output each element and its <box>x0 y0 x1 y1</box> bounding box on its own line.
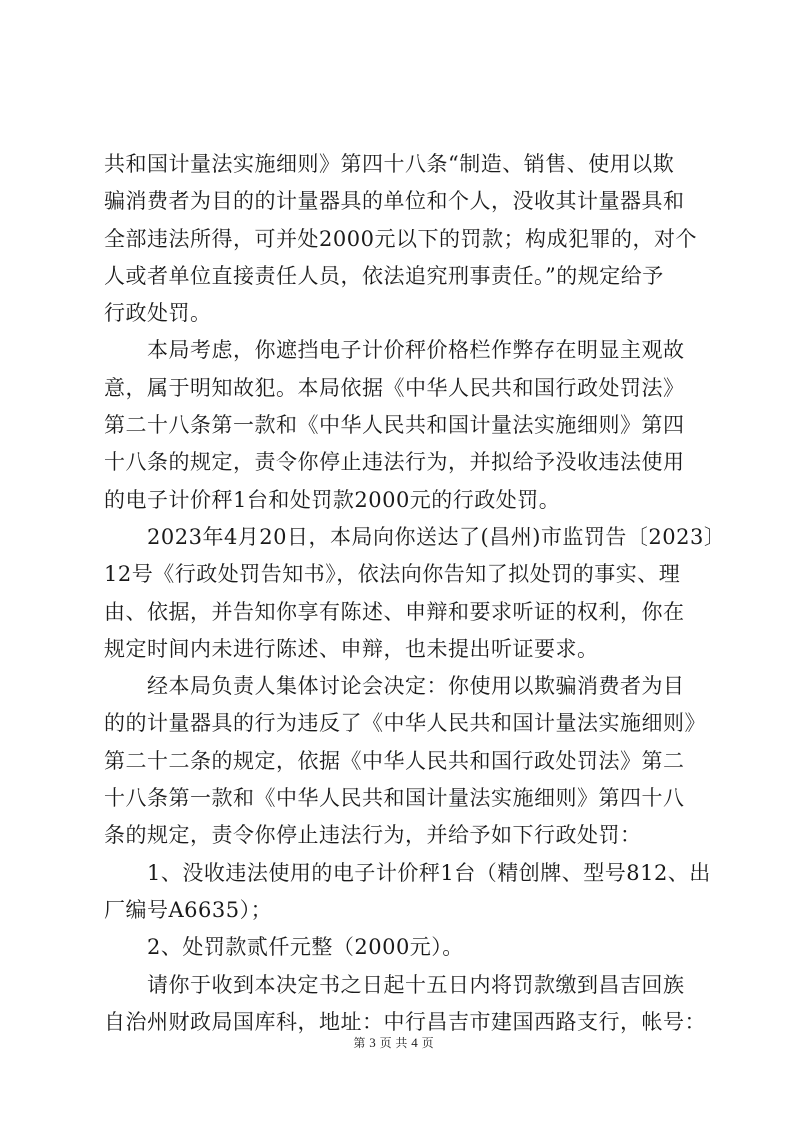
text-line: 全部违法所得，可并处2000元以下的罚款；构成犯罪的，对个 <box>104 226 697 251</box>
page-mid: 页 共 <box>379 1036 408 1050</box>
text-line: 十八条第一款和《中华人民共和国计量法实施细则》第四十八 <box>104 786 685 811</box>
text-line: 自治州财政局国库科，地址：中行昌吉市建国西路支行，帐号： <box>104 1009 706 1034</box>
text-line: 条的规定，责令你停止违法行为，并给予如下行政处罚： <box>104 823 642 848</box>
page-total: 4 <box>411 1035 418 1050</box>
text-line: 厂编号A6635）； <box>104 897 273 922</box>
text-line: 1、没收违法使用的电子计价秤1台（精创牌、型号812、出 <box>104 860 711 885</box>
text-line: 本局考虑，你遮挡电子计价秤价格栏作弊存在明显主观故 <box>104 338 685 363</box>
text-line: 十八条的规定，责令你停止违法行为，并拟给予没收违法使用 <box>104 450 685 475</box>
text-line: 第二十八条第一款和《中华人民共和国计量法实施细则》第四 <box>104 413 685 438</box>
page-prefix: 第 <box>353 1036 366 1050</box>
text-line: 共和国计量法实施细则》第四十八条“制造、销售、使用以欺 <box>104 152 675 176</box>
document-body <box>104 146 726 1041</box>
page-current: 3 <box>369 1035 376 1050</box>
text-line: 的电子计价秤1台和处罚款2000元的行政处罚。 <box>104 487 561 512</box>
text-line: 骗消费者为目的的计量器具的单位和个人，没收其计量器具和 <box>104 189 685 214</box>
text-line: 行政处罚。 <box>104 301 212 326</box>
text-line: 12号《行政处罚告知书》，依法向你告知了拟处罚的事实、理 <box>104 562 681 587</box>
text-line: 第二十二条的规定，依据《中华人民共和国行政处罚法》第二 <box>104 748 685 773</box>
text-line: 经本局负责人集体讨论会决定：你使用以欺骗消费者为目 <box>104 674 685 699</box>
text-line: 意，属于明知故犯。本局依据《中华人民共和国行政处罚法》 <box>104 375 685 400</box>
text-line: 由、依据，并告知你享有陈述、申辩和要求听证的权利，你在 <box>104 599 685 624</box>
page-number-footer <box>0 1034 787 1051</box>
text-line: 规定时间内未进行陈述、申辩，也未提出听证要求。 <box>104 636 599 661</box>
text-line: 2、处罚款贰仟元整（2000元）。 <box>104 935 464 960</box>
text-line: 2023年4月20日，本局向你送达了(昌州)市监罚告〔2023〕 <box>104 524 726 549</box>
text-line: 人或者单位直接责任人员，依法追究刑事责任。”的规定给予 <box>104 263 664 288</box>
text-line: 请你于收到本决定书之日起十五日内将罚款缴到昌吉回族 <box>104 972 685 997</box>
page-suffix: 页 <box>421 1036 434 1050</box>
text-line: 的的计量器具的行为违反了《中华人民共和国计量法实施细则》 <box>104 711 706 736</box>
